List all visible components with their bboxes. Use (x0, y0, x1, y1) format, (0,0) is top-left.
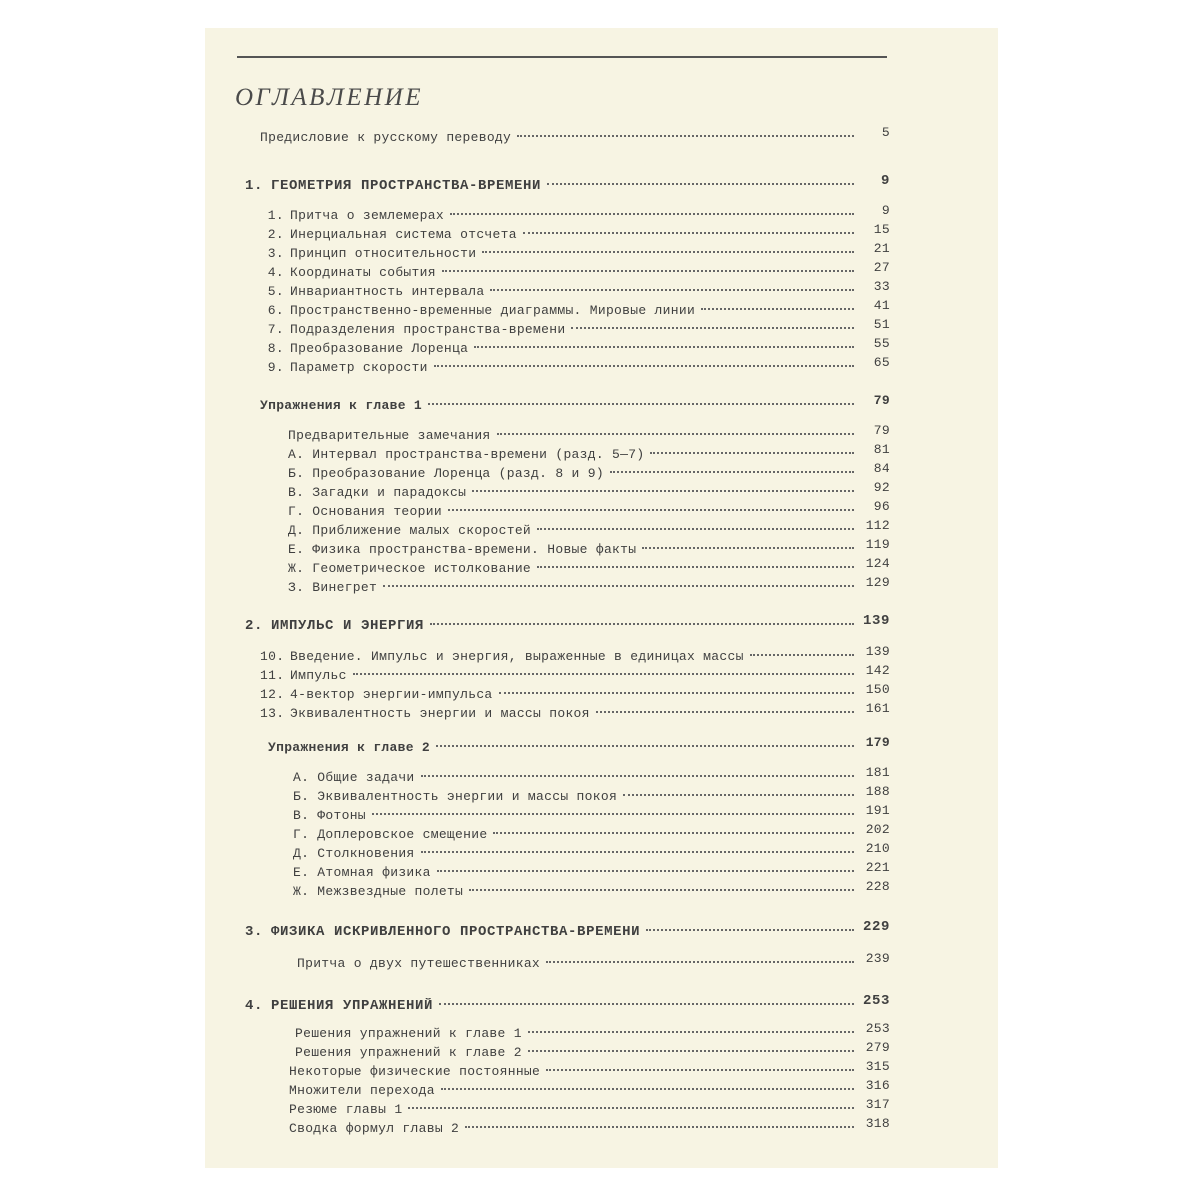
dot-leader (421, 775, 854, 777)
exercise-label: Резюме главы 1 (289, 1102, 403, 1117)
section-number: 10. (260, 649, 285, 664)
dot-leader (650, 452, 854, 454)
toc-section (260, 355, 890, 380)
toc-entry-page: 139 (865, 644, 890, 659)
toc-section (260, 317, 890, 342)
chapter-number: 4. (245, 998, 264, 1014)
dot-leader (701, 308, 854, 310)
toc-entry-page: 92 (873, 480, 890, 495)
exercise-label: А. Интервал пространства-времени (разд. 5—7) (288, 447, 645, 462)
toc-entry-page: 15 (873, 222, 890, 237)
section-label: Параметр скорости (290, 360, 428, 375)
exercise-label: В. Загадки и парадоксы (288, 485, 467, 500)
toc-entry-page: 129 (865, 575, 890, 590)
dot-leader (434, 365, 854, 367)
dot-leader (610, 471, 854, 473)
toc-chapter-4 (245, 993, 890, 1018)
exercises-label: Упражнения к главе 1 (260, 398, 423, 413)
dot-leader (353, 673, 854, 675)
section-label: Подразделения пространства-времени (290, 322, 566, 337)
toc-entry-page: 119 (865, 537, 890, 552)
toc-entry-page: 33 (873, 279, 890, 294)
section-number: 4. (267, 265, 284, 280)
dot-leader (430, 623, 854, 625)
dot-leader (537, 566, 854, 568)
toc-entry-page: 202 (865, 822, 890, 837)
toc-exercise-item (295, 1021, 890, 1046)
top-rule (237, 56, 887, 58)
toc-entry-page: 81 (873, 442, 890, 457)
dot-leader (571, 327, 854, 329)
dot-leader (441, 1088, 854, 1090)
toc-entry-page: 317 (865, 1097, 890, 1112)
toc-entry-page: 253 (865, 1021, 890, 1036)
toc-entry-page: 55 (873, 336, 890, 351)
page-title: ОГЛАВЛЕНИЕ (235, 84, 424, 111)
toc-exercise-item (293, 822, 890, 847)
toc-exercise-item (289, 1097, 890, 1122)
toc-section (260, 241, 890, 266)
dot-leader (596, 711, 854, 713)
chapter-number: 2. (245, 618, 264, 634)
exercise-label: Г. Основания теории (288, 504, 442, 519)
exercise-label: Б. Преобразование Лоренца (разд. 8 и 9) (288, 466, 604, 481)
section-label: Преобразование Лоренца (290, 341, 469, 356)
toc-section (260, 682, 890, 707)
exercises-label: Упражнения к главе 2 (268, 740, 431, 755)
section-number: 13. (260, 706, 285, 721)
exercise-label: Множители перехода (289, 1083, 435, 1098)
section-number: 1. (267, 208, 284, 223)
exercise-label: Сводка формул главы 2 (289, 1121, 460, 1136)
section-label: Притча о землемерах (290, 208, 444, 223)
toc-entry-page: 181 (865, 765, 890, 780)
section-number: 3. (267, 246, 284, 261)
exercise-label: Д. Приближение малых скоростей (288, 523, 532, 538)
dot-leader (436, 745, 854, 747)
toc-exercise-item (288, 556, 890, 581)
toc-entry-page: 9 (880, 173, 890, 189)
toc-exercise-item (288, 499, 890, 524)
exercise-label: Решения упражнений к главе 1 (295, 1026, 522, 1041)
toc-section (260, 222, 890, 247)
toc-entry-page: 84 (873, 461, 890, 476)
dot-leader (421, 851, 854, 853)
toc-entry-page: 21 (873, 241, 890, 256)
toc-exercise-item (288, 423, 890, 448)
dot-leader (646, 929, 854, 931)
section-number: 12. (260, 687, 285, 702)
exercise-label: Решения упражнений к главе 2 (295, 1045, 522, 1060)
book-page (205, 28, 998, 1168)
toc-chapter-1 (245, 173, 890, 198)
exercise-label: Б. Эквивалентность энергии и массы покоя (293, 789, 618, 804)
section-label: Принцип относительности (290, 246, 477, 261)
toc-chapter-2 (245, 613, 890, 638)
toc-entry-page: 210 (865, 841, 890, 856)
toc-exercise-item (293, 803, 890, 828)
dot-leader (546, 1069, 854, 1071)
toc-entry-page: 41 (873, 298, 890, 313)
toc-exercises-2 (268, 735, 890, 760)
dot-leader (497, 433, 854, 435)
toc-entry-page: 27 (873, 260, 890, 275)
dot-leader (499, 692, 854, 694)
toc-entry-page: 316 (865, 1078, 890, 1093)
exercise-label: Ж. Межзвездные полеты (293, 884, 464, 899)
toc-entry-page: 124 (865, 556, 890, 571)
dot-leader (750, 654, 854, 656)
toc-exercise-item (293, 860, 890, 885)
toc-entry-page: 221 (865, 860, 890, 875)
toc-section (260, 644, 890, 669)
toc-entry-page: 229 (862, 919, 890, 935)
dot-leader (428, 403, 854, 405)
chapter-number: 3. (245, 924, 264, 940)
toc-section (260, 298, 890, 323)
section-number: 7. (267, 322, 284, 337)
dot-leader (528, 1050, 854, 1052)
dot-leader (439, 1003, 854, 1005)
section-label: Эквивалентность энергии и массы покоя (290, 706, 590, 721)
exercise-label: А. Общие задачи (293, 770, 415, 785)
toc-exercise-item (288, 442, 890, 467)
section-label: 4-вектор энергии-импульса (290, 687, 493, 702)
exercise-label: Е. Атомная физика (293, 865, 431, 880)
toc-entry-page: 188 (865, 784, 890, 799)
toc-exercise-item (293, 765, 890, 790)
toc-entry-page: 228 (865, 879, 890, 894)
section-number: 11. (260, 668, 285, 683)
exercise-label: Ж. Геометрическое истолкование (288, 561, 532, 576)
toc-entry-label: Предисловие к русскому переводу (260, 130, 512, 145)
toc-exercise-item (293, 784, 890, 809)
section-number: 6. (267, 303, 284, 318)
dot-leader (450, 213, 854, 215)
toc-entry-page: 179 (865, 735, 890, 750)
toc-entry-page: 79 (873, 393, 890, 408)
toc-entry-page: 150 (865, 682, 890, 697)
toc-exercise-item (295, 1040, 890, 1065)
dot-leader (547, 183, 854, 185)
chapter-title: ФИЗИКА ИСКРИВЛЕННОГО ПРОСТРАНСТВА-ВРЕМЕНИ (271, 924, 641, 940)
dot-leader (482, 251, 854, 253)
toc-entry-page: 51 (873, 317, 890, 332)
toc-section (260, 279, 890, 304)
exercise-label: Е. Физика пространства-времени. Новые факты (288, 542, 637, 557)
dot-leader (442, 270, 854, 272)
dot-leader (517, 135, 854, 137)
dot-leader (372, 813, 854, 815)
exercise-label: Г. Доплеровское смещение (293, 827, 488, 842)
dot-leader (546, 961, 854, 963)
toc-entry-page: 96 (873, 499, 890, 514)
dot-leader (383, 585, 854, 587)
exercise-label: Д. Столкновения (293, 846, 415, 861)
dot-leader (465, 1126, 854, 1128)
toc-exercise-item (288, 518, 890, 543)
toc-exercise-item (289, 1059, 890, 1084)
section-label: Введение. Импульс и энергия, выраженные в единицах массы (290, 649, 744, 664)
section-number: 9. (267, 360, 284, 375)
toc-exercise-item (297, 951, 890, 976)
toc-exercise-item (293, 879, 890, 904)
dot-leader (472, 490, 854, 492)
toc-entry-page: 139 (862, 613, 890, 629)
toc-entry-page: 161 (865, 701, 890, 716)
toc-section (260, 701, 890, 726)
chapter-title: РЕШЕНИЯ УПРАЖНЕНИЙ (271, 998, 434, 1014)
section-number: 5. (267, 284, 284, 299)
toc-chapter-3 (245, 919, 890, 944)
toc-exercise-item (289, 1078, 890, 1103)
exercise-label: Некоторые физические постоянные (289, 1064, 541, 1079)
chapter-title: ГЕОМЕТРИЯ ПРОСТРАНСТВА-ВРЕМЕНИ (271, 178, 542, 194)
toc-entry-page: 318 (865, 1116, 890, 1131)
toc-exercise-item (288, 537, 890, 562)
toc-entry-page: 253 (862, 993, 890, 1009)
exercise-label: Предварительные замечания (288, 428, 491, 443)
toc-exercise-item (289, 1116, 890, 1141)
chapter-title: ИМПУЛЬС И ЭНЕРГИЯ (271, 618, 425, 634)
toc-section (260, 663, 890, 688)
dot-leader (448, 509, 854, 511)
dot-leader (408, 1107, 854, 1109)
toc-entry-page: 191 (865, 803, 890, 818)
section-label: Импульс (290, 668, 347, 683)
section-label: Координаты события (290, 265, 436, 280)
toc-entry-page: 5 (881, 125, 890, 140)
toc-entry-page: 315 (865, 1059, 890, 1074)
section-label: Пространственно-временные диаграммы. Мировые линии (290, 303, 696, 318)
dot-leader (642, 547, 854, 549)
dot-leader (493, 832, 854, 834)
toc-section (260, 203, 890, 228)
section-number: 8. (267, 341, 284, 356)
toc-exercise-item (288, 575, 890, 600)
toc-entry-page: 239 (865, 951, 890, 966)
section-label: Инвариантность интервала (290, 284, 485, 299)
toc-entry-page: 279 (865, 1040, 890, 1055)
toc-exercise-item (288, 480, 890, 505)
toc-exercise-item (288, 461, 890, 486)
dot-leader (528, 1031, 854, 1033)
exercise-label: З. Винегрет (288, 580, 378, 595)
toc-entry-page: 9 (881, 203, 890, 218)
toc-entry-page: 112 (865, 518, 890, 533)
exercise-label: Притча о двух путешественниках (297, 956, 541, 971)
toc-entry-page: 142 (865, 663, 890, 678)
toc-section (260, 260, 890, 285)
dot-leader (490, 289, 854, 291)
dot-leader (523, 232, 854, 234)
toc-entry-preface (260, 125, 890, 150)
toc-entry-page: 79 (873, 423, 890, 438)
section-number: 2. (267, 227, 284, 242)
dot-leader (474, 346, 854, 348)
toc-exercise-item (293, 841, 890, 866)
dot-leader (437, 870, 854, 872)
toc-section (260, 336, 890, 361)
exercise-label: В. Фотоны (293, 808, 366, 823)
chapter-number: 1. (245, 178, 264, 194)
toc-exercises-1 (260, 393, 890, 418)
dot-leader (469, 889, 854, 891)
toc-entry-page: 65 (873, 355, 890, 370)
dot-leader (537, 528, 854, 530)
section-label: Инерциальная система отсчета (290, 227, 517, 242)
dot-leader (623, 794, 854, 796)
